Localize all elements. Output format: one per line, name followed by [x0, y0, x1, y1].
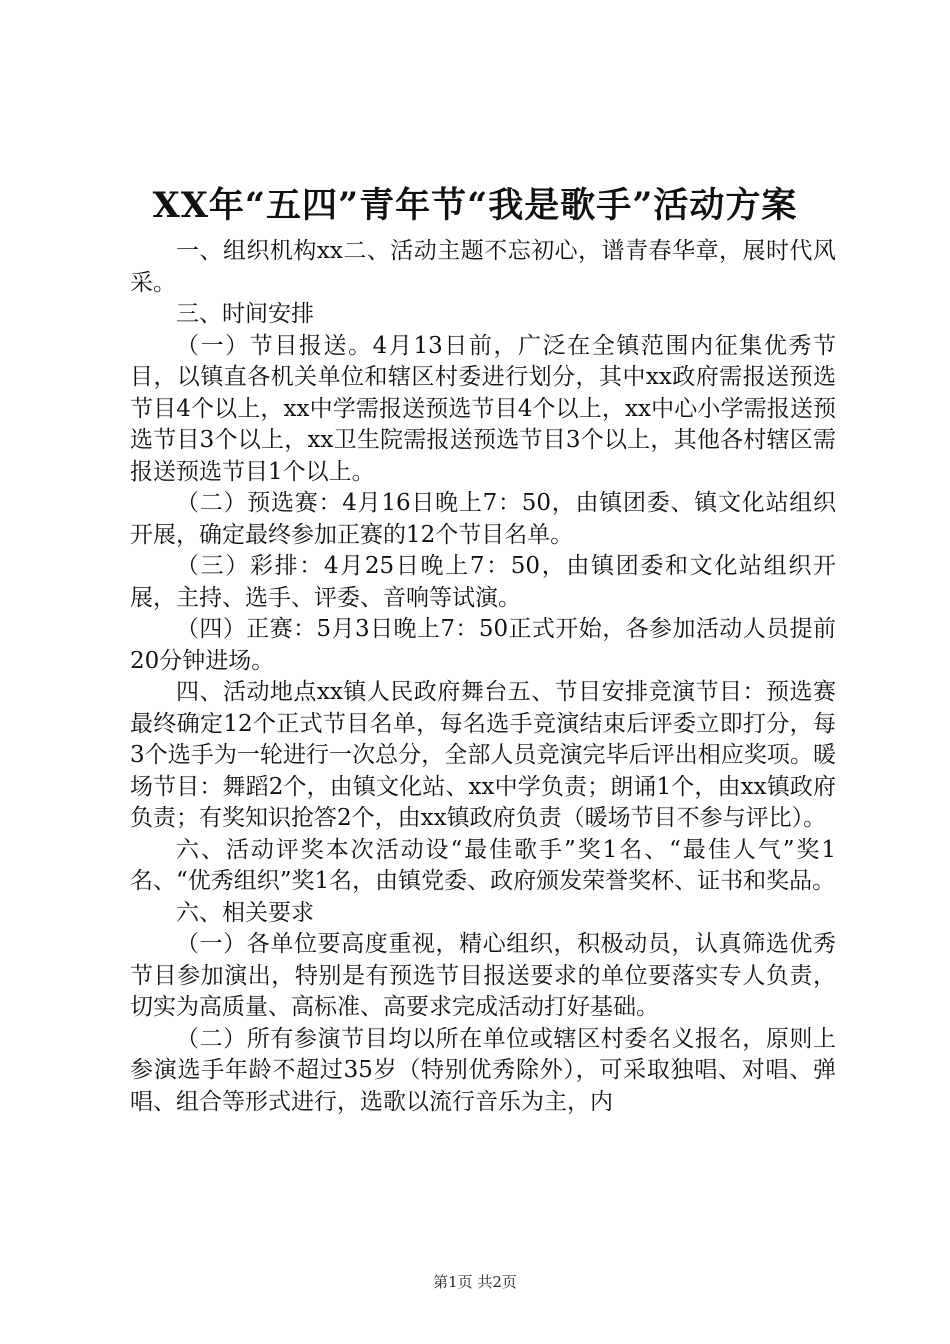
- paragraph-venue-program: 四、活动地点xx镇人民政府舞台五、节目安排竞演节目：预选赛最终确定12个正式节目名单，每名选手竞演结束后评委立即打分，每3个选手为一轮进行一次总分，全部人员竞演完毕后评出相应奖项。暖场节目：舞蹈2个，由镇文化站、xx中学负责；朗诵1个，由xx镇政府负责；有奖知识抢答2个，由xx镇政府负责（暖场节目不参与评比）。: [130, 679, 836, 831]
- paragraph-requirement-two: （二）所有参演节目均以所在单位或辖区村委名义报名，原则上参演选手年龄不超过35岁（特别优秀除外），可采取独唱、对唱、弹唱、组合等形式进行，选歌以流行音乐为主，内: [130, 1025, 836, 1115]
- document-title: XX年“五四”青年节“我是歌手”活动方案: [152, 185, 798, 226]
- paragraph-preliminary: （二）预选赛：4月16日晚上7：50，由镇团委、镇文化站组织开展，确定最终参加正赛的12个节目名单。: [130, 490, 836, 548]
- paragraph-requirement-one: （一）各单位要高度重视，精心组织，积极动员，认真筛选优秀节目参加演出，特别是有预选节目报送要求的单位要落实专人负责，切实为高质量、高标准、高要求完成活动打好基础。: [130, 931, 836, 1020]
- document-body: [130, 236, 836, 1118]
- page-footer: 第1页 共2页: [433, 1273, 517, 1291]
- paragraph-final: （四）正赛：5月3日晚上7：50正式开始，各参加活动人员提前20分钟进场。: [130, 616, 836, 674]
- paragraph-organization-theme: 一、组织机构xx二、活动主题不忘初心，谱青春华章，展时代风采。: [130, 238, 836, 296]
- paragraph-rehearsal: （三）彩排：4月25日晚上7：50，由镇团委和文化站组织开展，主持、选手、评委、音响等试演。: [130, 553, 836, 611]
- paragraph-requirements-heading: 六、相关要求: [176, 899, 314, 926]
- paragraph-awards: 六、活动评奖本次活动设“最佳歌手”奖1名、“最佳人气”奖1名、“优秀组织”奖1名，由镇党委、政府颁发荣誉奖杯、证书和奖品。: [130, 836, 836, 894]
- paragraph-schedule-heading: 三、时间安排: [176, 301, 314, 327]
- paragraph-program-submission: （一）节目报送。4月13日前，广泛在全镇范围内征集优秀节目，以镇直各机关单位和辖区村委进行划分，其中xx政府需报送预选节目4个以上，xx中学需报送预选节目4个以上，xx中心小学需报送预选节目3个以上，xx卫生院需报送预选节目3个以上，其他各村辖区需报送预选节目1个以上。: [130, 332, 836, 485]
